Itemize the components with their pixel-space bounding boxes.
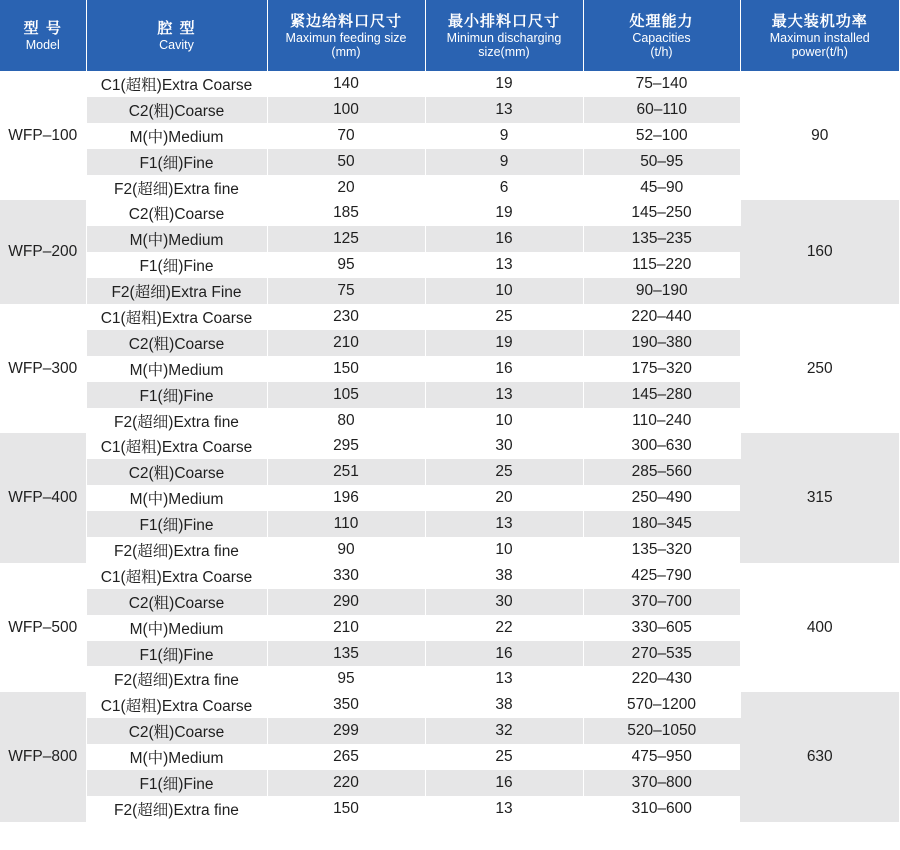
cavity-cell: M(中)Medium: [86, 226, 267, 252]
cavity-cell: C2(粗)Coarse: [86, 718, 267, 744]
discharging-size-cell: 13: [425, 252, 583, 278]
header-row: [0, 0, 899, 71]
discharging-size-cell: 19: [425, 71, 583, 97]
feeding-size-cell: 110: [267, 511, 425, 537]
cavity-cell: C2(粗)Coarse: [86, 330, 267, 356]
cavity-cell: F2(超细)Extra Fine: [86, 278, 267, 304]
discharging-size-cell: 25: [425, 304, 583, 330]
feeding-size-cell: 80: [267, 408, 425, 434]
header-capacity-en1: Capacities: [632, 31, 691, 45]
feeding-size-cell: 140: [267, 71, 425, 97]
discharging-size-cell: 25: [425, 744, 583, 770]
discharging-size-cell: 10: [425, 537, 583, 563]
power-cell: 250: [740, 304, 899, 433]
cavity-cell: C2(粗)Coarse: [86, 200, 267, 226]
cavity-cell: F1(细)Fine: [86, 382, 267, 408]
capacity-cell: 110–240: [583, 408, 740, 434]
discharging-size-cell: 20: [425, 485, 583, 511]
table-row: [0, 433, 899, 459]
capacity-cell: 250–490: [583, 485, 740, 511]
capacity-cell: 60–110: [583, 97, 740, 123]
model-group: [0, 304, 899, 433]
header-model-en: Model: [25, 38, 60, 52]
discharging-size-cell: 16: [425, 226, 583, 252]
discharging-size-cell: 10: [425, 408, 583, 434]
table-row: [0, 692, 899, 718]
power-cell: 315: [740, 433, 899, 562]
header-cavity: [86, 0, 267, 71]
table-row: [0, 563, 899, 589]
feeding-size-cell: 196: [267, 485, 425, 511]
discharging-size-cell: 30: [425, 433, 583, 459]
power-cell: 160: [740, 200, 899, 304]
capacity-cell: 300–630: [583, 433, 740, 459]
capacity-cell: 330–605: [583, 615, 740, 641]
cavity-cell: C1(超粗)Extra Coarse: [86, 433, 267, 459]
feeding-size-cell: 251: [267, 459, 425, 485]
header-discharging-en1: Minimun discharging: [446, 31, 562, 45]
model-group: [0, 433, 899, 562]
discharging-size-cell: 13: [425, 511, 583, 537]
discharging-size-cell: 30: [425, 589, 583, 615]
discharging-size-cell: 38: [425, 563, 583, 589]
capacity-cell: 135–235: [583, 226, 740, 252]
cavity-cell: F2(超细)Extra fine: [86, 408, 267, 434]
header-power-zh: 最大装机功率: [771, 12, 868, 30]
power-cell: 90: [740, 71, 899, 200]
cavity-cell: M(中)Medium: [86, 123, 267, 149]
header-model-zh: 型 号: [23, 19, 62, 37]
header-discharging-en2: size(mm): [478, 45, 530, 59]
feeding-size-cell: 50: [267, 149, 425, 175]
discharging-size-cell: 25: [425, 459, 583, 485]
header-feeding-en2: (mm): [331, 45, 361, 59]
feeding-size-cell: 299: [267, 718, 425, 744]
cavity-cell: C1(超粗)Extra Coarse: [86, 304, 267, 330]
discharging-size-cell: 32: [425, 718, 583, 744]
cavity-cell: F1(细)Fine: [86, 770, 267, 796]
cavity-cell: C2(粗)Coarse: [86, 459, 267, 485]
discharging-size-cell: 9: [425, 123, 583, 149]
model-group: [0, 692, 899, 821]
capacity-cell: 175–320: [583, 356, 740, 382]
feeding-size-cell: 295: [267, 433, 425, 459]
model-cell: WFP–200: [0, 200, 86, 304]
header-cavity-en: Cavity: [159, 38, 194, 52]
capacity-cell: 135–320: [583, 537, 740, 563]
capacity-cell: 145–280: [583, 382, 740, 408]
power-cell: 630: [740, 692, 899, 821]
feeding-size-cell: 230: [267, 304, 425, 330]
table-header: [0, 0, 899, 71]
feeding-size-cell: 350: [267, 692, 425, 718]
header-feeding-zh: 紧边给料口尺寸: [289, 12, 402, 30]
feeding-size-cell: 70: [267, 123, 425, 149]
model-group: [0, 71, 899, 200]
capacity-cell: 370–800: [583, 770, 740, 796]
feeding-size-cell: 150: [267, 356, 425, 382]
cavity-cell: F2(超细)Extra fine: [86, 666, 267, 692]
cavity-cell: F1(细)Fine: [86, 252, 267, 278]
header-capacity-en2: (t/h): [650, 45, 673, 59]
capacity-cell: 190–380: [583, 330, 740, 356]
discharging-size-cell: 13: [425, 97, 583, 123]
cavity-cell: F2(超细)Extra fine: [86, 537, 267, 563]
capacity-cell: 220–440: [583, 304, 740, 330]
header-capacity: [583, 0, 740, 71]
capacity-cell: 180–345: [583, 511, 740, 537]
cavity-cell: C1(超粗)Extra Coarse: [86, 563, 267, 589]
capacity-cell: 310–600: [583, 796, 740, 822]
feeding-size-cell: 150: [267, 796, 425, 822]
capacity-cell: 115–220: [583, 252, 740, 278]
header-cavity-zh: 腔 型: [157, 19, 196, 37]
header-feeding-en1: Maximun feeding size: [285, 31, 407, 45]
discharging-size-cell: 13: [425, 666, 583, 692]
discharging-size-cell: 10: [425, 278, 583, 304]
feeding-size-cell: 95: [267, 252, 425, 278]
feeding-size-cell: 100: [267, 97, 425, 123]
capacity-cell: 425–790: [583, 563, 740, 589]
discharging-size-cell: 16: [425, 356, 583, 382]
model-cell: WFP–800: [0, 692, 86, 821]
cavity-cell: F1(细)Fine: [86, 641, 267, 667]
cavity-cell: F2(超细)Extra fine: [86, 796, 267, 822]
table-row: [0, 71, 899, 97]
capacity-cell: 520–1050: [583, 718, 740, 744]
feeding-size-cell: 210: [267, 615, 425, 641]
feeding-size-cell: 125: [267, 226, 425, 252]
power-cell: 400: [740, 563, 899, 692]
model-cell: WFP–400: [0, 433, 86, 562]
header-power-en1: Maximun installed: [769, 31, 870, 45]
cavity-cell: M(中)Medium: [86, 485, 267, 511]
feeding-size-cell: 105: [267, 382, 425, 408]
header-discharging: [425, 0, 583, 71]
feeding-size-cell: 95: [267, 666, 425, 692]
discharging-size-cell: 38: [425, 692, 583, 718]
header-discharging-zh: 最小排料口尺寸: [447, 12, 560, 30]
model-cell: WFP–100: [0, 71, 86, 200]
header-power: [740, 0, 899, 71]
cavity-cell: F2(超细)Extra fine: [86, 175, 267, 201]
feeding-size-cell: 220: [267, 770, 425, 796]
feeding-size-cell: 90: [267, 537, 425, 563]
cavity-cell: M(中)Medium: [86, 744, 267, 770]
header-model: [0, 0, 86, 71]
table-row: [0, 200, 899, 226]
capacity-cell: 50–95: [583, 149, 740, 175]
cavity-cell: F1(细)Fine: [86, 511, 267, 537]
discharging-size-cell: 19: [425, 330, 583, 356]
discharging-size-cell: 6: [425, 175, 583, 201]
discharging-size-cell: 22: [425, 615, 583, 641]
model-group: [0, 563, 899, 692]
cavity-cell: M(中)Medium: [86, 615, 267, 641]
capacity-cell: 75–140: [583, 71, 740, 97]
discharging-size-cell: 16: [425, 770, 583, 796]
capacity-cell: 285–560: [583, 459, 740, 485]
header-feeding: [267, 0, 425, 71]
feeding-size-cell: 290: [267, 589, 425, 615]
feeding-size-cell: 330: [267, 563, 425, 589]
feeding-size-cell: 210: [267, 330, 425, 356]
capacity-cell: 220–430: [583, 666, 740, 692]
discharging-size-cell: 9: [425, 149, 583, 175]
feeding-size-cell: 185: [267, 200, 425, 226]
cavity-cell: M(中)Medium: [86, 356, 267, 382]
feeding-size-cell: 20: [267, 175, 425, 201]
header-power-en2: power(t/h): [791, 45, 848, 59]
capacity-cell: 90–190: [583, 278, 740, 304]
feeding-size-cell: 75: [267, 278, 425, 304]
capacity-cell: 145–250: [583, 200, 740, 226]
cavity-cell: C2(粗)Coarse: [86, 97, 267, 123]
cavity-cell: C1(超粗)Extra Coarse: [86, 692, 267, 718]
capacity-cell: 52–100: [583, 123, 740, 149]
model-group: [0, 200, 899, 304]
model-cell: WFP–500: [0, 563, 86, 692]
capacity-cell: 270–535: [583, 641, 740, 667]
capacity-cell: 370–700: [583, 589, 740, 615]
model-cell: WFP–300: [0, 304, 86, 433]
capacity-cell: 475–950: [583, 744, 740, 770]
header-capacity-zh: 处理能力: [629, 12, 694, 30]
feeding-size-cell: 265: [267, 744, 425, 770]
discharging-size-cell: 16: [425, 641, 583, 667]
discharging-size-cell: 19: [425, 200, 583, 226]
table-row: [0, 304, 899, 330]
capacity-cell: 45–90: [583, 175, 740, 201]
capacity-cell: 570–1200: [583, 692, 740, 718]
cavity-cell: C2(粗)Coarse: [86, 589, 267, 615]
discharging-size-cell: 13: [425, 796, 583, 822]
cavity-cell: F1(细)Fine: [86, 149, 267, 175]
feeding-size-cell: 135: [267, 641, 425, 667]
discharging-size-cell: 13: [425, 382, 583, 408]
cavity-cell: C1(超粗)Extra Coarse: [86, 71, 267, 97]
